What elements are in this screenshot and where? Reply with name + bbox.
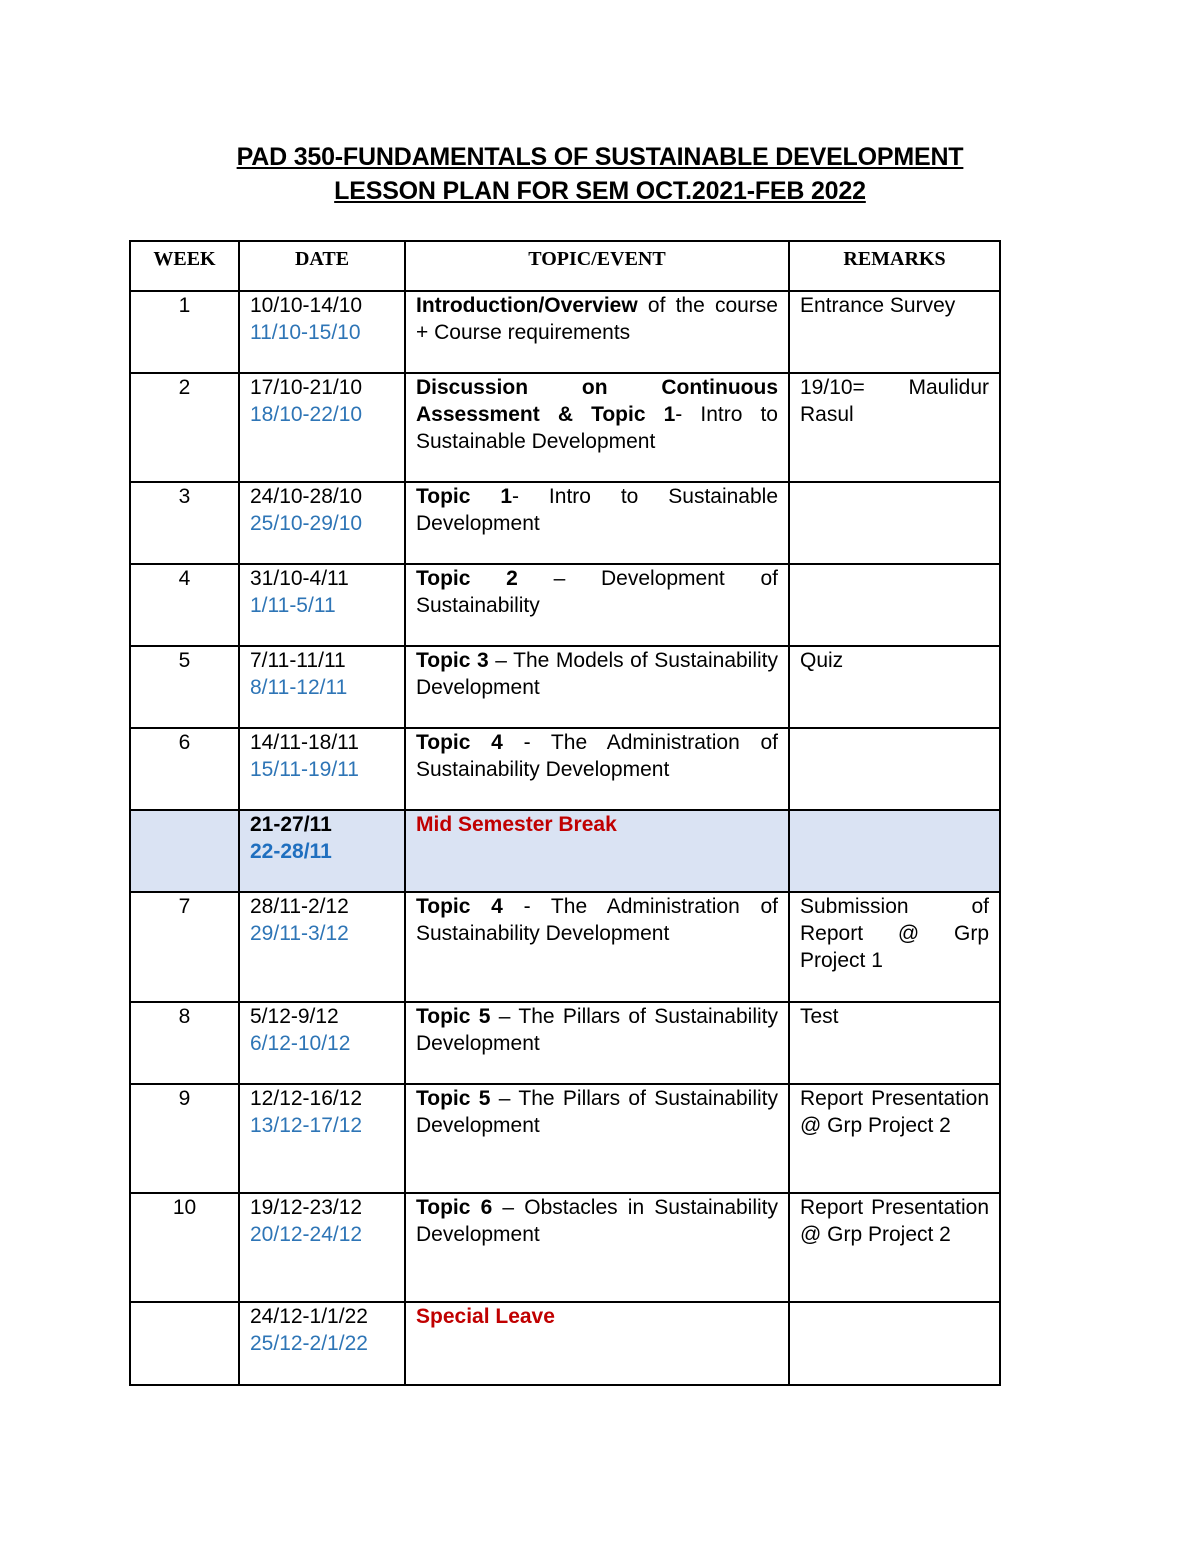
topic-title: Topic 4 xyxy=(416,895,503,918)
date-cell xyxy=(239,1002,405,1084)
event-label: Special Leave xyxy=(416,1305,555,1328)
topic-title: Topic 5 xyxy=(416,1005,491,1028)
remarks-cell xyxy=(789,728,1000,810)
date-revised: 1/11-5/11 xyxy=(250,594,336,617)
header-topic: TOPIC/EVENT xyxy=(405,241,789,291)
header-week: WEEK xyxy=(130,241,239,291)
date-original: 21-27/11 xyxy=(250,813,332,836)
week-cell: 5 xyxy=(130,646,239,728)
date-cell xyxy=(239,291,405,373)
date-original: 19/12-23/12 xyxy=(250,1196,363,1219)
topic-cell xyxy=(405,810,789,892)
date-revised: 22-28/11 xyxy=(250,840,332,863)
table-row xyxy=(130,291,1000,373)
table-row xyxy=(130,646,1000,728)
topic-text: – The Models of Sustainability Development xyxy=(416,649,779,699)
remarks-cell: 19/10= Maulidur Rasul xyxy=(789,373,1000,482)
week-cell: 4 xyxy=(130,564,239,646)
remarks-cell xyxy=(789,1302,1000,1385)
table-row xyxy=(130,1084,1000,1193)
topic-title: Topic 2 xyxy=(416,567,518,590)
topic-text: - The Administration of Sustainability Development xyxy=(416,895,778,945)
date-revised: 6/12-10/12 xyxy=(250,1032,351,1055)
week-cell: 6 xyxy=(130,728,239,810)
topic-title: Discussion on Continuous Assessment & Topic 1 xyxy=(416,376,778,426)
date-original: 24/10-28/10 xyxy=(250,485,363,508)
date-original: 5/12-9/12 xyxy=(250,1005,339,1028)
date-original: 31/10-4/11 xyxy=(250,567,349,590)
date-cell xyxy=(239,1302,405,1385)
date-cell xyxy=(239,1193,405,1302)
week-cell: 9 xyxy=(130,1084,239,1193)
date-cell xyxy=(239,728,405,810)
topic-title: Topic 5 xyxy=(416,1087,491,1110)
week-cell: 1 xyxy=(130,291,239,373)
table-row xyxy=(130,728,1000,810)
date-cell xyxy=(239,646,405,728)
date-original: 28/11-2/12 xyxy=(250,895,349,918)
topic-text: – The Pillars of Sustainability Development xyxy=(416,1005,778,1055)
remarks-cell: Quiz xyxy=(789,646,1000,728)
remarks-cell: Submission of Report @ Grp Project 1 xyxy=(789,892,1000,1002)
table-row xyxy=(130,1193,1000,1302)
topic-cell xyxy=(405,482,789,564)
topic-cell xyxy=(405,1002,789,1084)
week-cell: 8 xyxy=(130,1002,239,1084)
remarks-cell xyxy=(789,564,1000,646)
date-original: 14/11-18/11 xyxy=(250,731,359,754)
remarks-cell: Test xyxy=(789,1002,1000,1084)
topic-text: - Intro to Sustainable Development xyxy=(416,485,779,535)
topic-title: Topic 6 xyxy=(416,1196,493,1219)
remarks-cell: Entrance Survey xyxy=(789,291,1000,373)
remarks-cell xyxy=(789,482,1000,564)
date-original: 24/12-1/1/22 xyxy=(250,1305,368,1328)
topic-text: - The Administration of Sustainability Development xyxy=(416,731,778,781)
topic-cell xyxy=(405,728,789,810)
topic-cell xyxy=(405,373,789,482)
week-cell: 7 xyxy=(130,892,239,1002)
table-row xyxy=(130,482,1000,564)
date-revised: 8/11-12/11 xyxy=(250,676,348,699)
topic-cell xyxy=(405,646,789,728)
topic-cell xyxy=(405,1084,789,1193)
week-cell: 2 xyxy=(130,373,239,482)
topic-title: Topic 4 xyxy=(416,731,503,754)
date-cell xyxy=(239,373,405,482)
document-title xyxy=(0,140,1200,208)
topic-text: - Intro to Sustainable Development xyxy=(416,403,778,453)
date-cell xyxy=(239,1084,405,1193)
lesson-plan-table xyxy=(129,240,1001,1386)
topic-text: – Obstacles in Sustainability Development xyxy=(416,1196,779,1246)
date-original: 10/10-14/10 xyxy=(250,294,363,317)
table-row xyxy=(130,373,1000,482)
table-row xyxy=(130,892,1000,1002)
topic-text: of the course + Course requirements xyxy=(416,294,778,344)
remarks-cell: Report Presentation @ Grp Project 2 xyxy=(789,1193,1000,1302)
topic-cell xyxy=(405,1193,789,1302)
header-date: DATE xyxy=(239,241,405,291)
date-cell xyxy=(239,892,405,1002)
table-row xyxy=(130,564,1000,646)
topic-cell xyxy=(405,291,789,373)
remarks-cell xyxy=(789,810,1000,892)
date-revised: 15/11-19/11 xyxy=(250,758,359,781)
table-row-break xyxy=(130,810,1000,892)
topic-cell xyxy=(405,564,789,646)
topic-cell xyxy=(405,1302,789,1385)
date-original: 17/10-21/10 xyxy=(250,376,363,399)
topic-title: Topic 3 xyxy=(416,649,489,672)
topic-text: – The Pillars of Sustainability Development xyxy=(416,1087,778,1137)
table-row-leave xyxy=(130,1302,1000,1385)
event-label: Mid Semester Break xyxy=(416,813,617,836)
topic-text: – Development of Sustainability xyxy=(416,567,778,617)
date-cell xyxy=(239,482,405,564)
date-revised: 20/12-24/12 xyxy=(250,1223,363,1246)
date-revised: 18/10-22/10 xyxy=(250,403,363,426)
header-row xyxy=(130,241,1000,291)
date-cell xyxy=(239,810,405,892)
title-line-1: PAD 350-FUNDAMENTALS OF SUSTAINABLE DEVELOPMENT xyxy=(236,143,964,171)
date-revised: 13/12-17/12 xyxy=(250,1114,363,1137)
date-cell xyxy=(239,564,405,646)
topic-cell xyxy=(405,892,789,1002)
week-cell xyxy=(130,1302,239,1385)
date-revised: 11/10-15/10 xyxy=(250,321,361,344)
date-revised: 25/10-29/10 xyxy=(250,512,363,535)
remarks-cell: Report Presentation @ Grp Project 2 xyxy=(789,1084,1000,1193)
topic-title: Topic 1 xyxy=(416,485,513,508)
date-revised: 29/11-3/12 xyxy=(250,922,349,945)
title-line-2: LESSON PLAN FOR SEM OCT.2021-FEB 2022 xyxy=(334,177,866,205)
date-original: 7/11-11/11 xyxy=(250,649,346,672)
week-cell xyxy=(130,810,239,892)
date-revised: 25/12-2/1/22 xyxy=(250,1332,368,1355)
topic-title: Introduction/Overview xyxy=(416,294,638,317)
date-original: 12/12-16/12 xyxy=(250,1087,363,1110)
week-cell: 3 xyxy=(130,482,239,564)
table-row xyxy=(130,1002,1000,1084)
week-cell: 10 xyxy=(130,1193,239,1302)
header-remarks: REMARKS xyxy=(789,241,1000,291)
